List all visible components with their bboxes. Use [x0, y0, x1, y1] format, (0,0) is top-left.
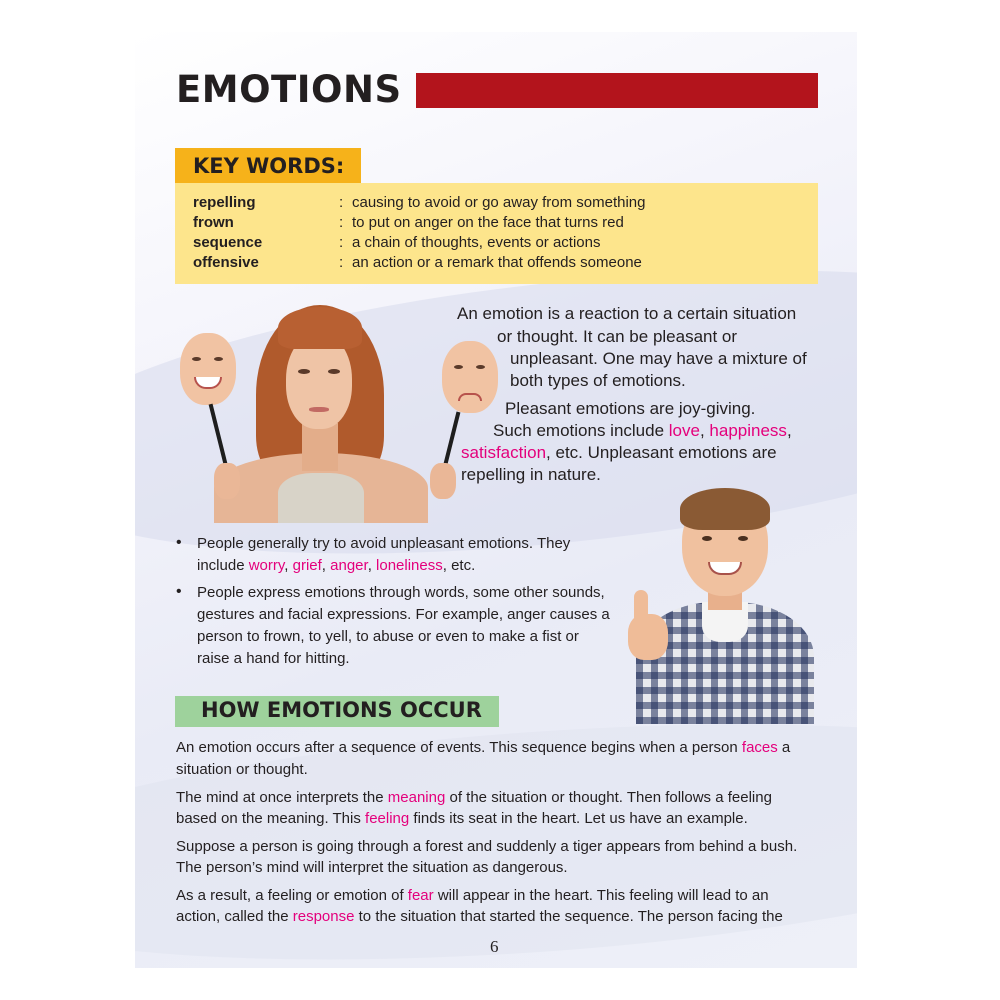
paragraph-text: An emotion occurs after a sequence of events. This sequence begins when a person faces a: [176, 739, 791, 756]
highlighted-word: happiness: [709, 421, 787, 440]
paragraph-text: based on the meaning. This feeling finds its seat in the heart. Let us have an example.: [176, 810, 748, 827]
highlighted-word: satisfaction: [461, 443, 547, 462]
bullet-text: raise a hand for hitting.: [197, 650, 350, 667]
background-swoosh: [135, 690, 857, 968]
highlighted-word: love: [668, 421, 700, 440]
intro-text: satisfaction, etc. Unpleasant emotions are: [461, 443, 777, 462]
intro-text: or thought. It can be pleasant or: [497, 327, 738, 346]
key-word-colon: :: [339, 194, 344, 211]
highlighted-word: worry: [248, 557, 285, 574]
key-word-colon: :: [339, 254, 344, 271]
bullet-text: person to frown, to yell, to abuse or even to make a fist or: [197, 628, 579, 645]
bullet-text: include worry, grief, anger, loneliness, etc.: [197, 557, 476, 574]
boy-thumbs-up-image: [624, 474, 814, 724]
highlighted-word: meaning: [387, 789, 446, 806]
paragraph-text: situation or thought.: [176, 761, 308, 778]
highlighted-word: fear: [407, 887, 434, 904]
key-word-definition: causing to avoid or go away from something: [352, 194, 646, 211]
paragraph-text: As a result, a feeling or emotion of fear will appear in the heart. This feeling will lead to an: [176, 887, 769, 904]
highlighted-word: response: [292, 908, 355, 925]
intro-text: Such emotions include love, happiness,: [493, 421, 792, 440]
paragraph-text: Suppose a person is going through a forest and suddenly a tiger appears from behind a bush.: [176, 838, 798, 855]
highlighted-word: feeling: [365, 810, 410, 827]
section-heading: HOW EMOTIONS OCCUR: [175, 696, 499, 727]
woman-with-masks-image: [178, 303, 460, 513]
bullet-text: People generally try to avoid unpleasant emotions. They: [197, 535, 571, 552]
paragraph-text: The person’s mind will interpret the situation as dangerous.: [176, 859, 568, 876]
highlighted-word: loneliness: [376, 557, 443, 574]
highlighted-word: anger: [330, 557, 368, 574]
key-word-colon: :: [339, 234, 344, 251]
intro-text: unpleasant. One may have a mixture of: [510, 349, 807, 368]
bullet-text: People express emotions through words, some other sounds,: [197, 584, 605, 601]
key-word-term: sequence: [193, 234, 263, 251]
key-word-term: repelling: [193, 194, 256, 211]
key-word-definition: to put on anger on the face that turns red: [352, 214, 624, 231]
bullet-icon: •: [176, 534, 182, 551]
page-title: EMOTIONS: [176, 68, 402, 111]
key-words-heading: KEY WORDS:: [175, 148, 361, 184]
highlighted-word: faces: [741, 739, 778, 756]
intro-text: repelling in nature.: [461, 465, 601, 484]
paragraph-text: The mind at once interprets the meaning of the situation or thought. Then follows a feeling: [176, 789, 772, 806]
sad-mask: [442, 341, 498, 413]
intro-text: both types of emotions.: [510, 371, 686, 390]
paragraph-text: action, called the response to the situation that started the sequence. The person facing the: [176, 908, 783, 925]
bullet-text: gestures and facial expressions. For example, anger causes a: [197, 606, 610, 623]
key-word-definition: a chain of thoughts, events or actions: [352, 234, 601, 251]
title-bar: [416, 73, 818, 108]
highlighted-word: grief: [292, 557, 322, 574]
intro-text: An emotion is a reaction to a certain situation: [457, 304, 797, 323]
bullet-icon: •: [176, 583, 182, 600]
happy-mask: [180, 333, 236, 405]
intro-text: Pleasant emotions are joy-giving.: [505, 399, 756, 418]
key-word-term: offensive: [193, 254, 259, 271]
page-number: 6: [490, 937, 499, 956]
key-word-definition: an action or a remark that offends someone: [352, 254, 642, 271]
key-word-term: frown: [193, 214, 234, 231]
key-word-colon: :: [339, 214, 344, 231]
